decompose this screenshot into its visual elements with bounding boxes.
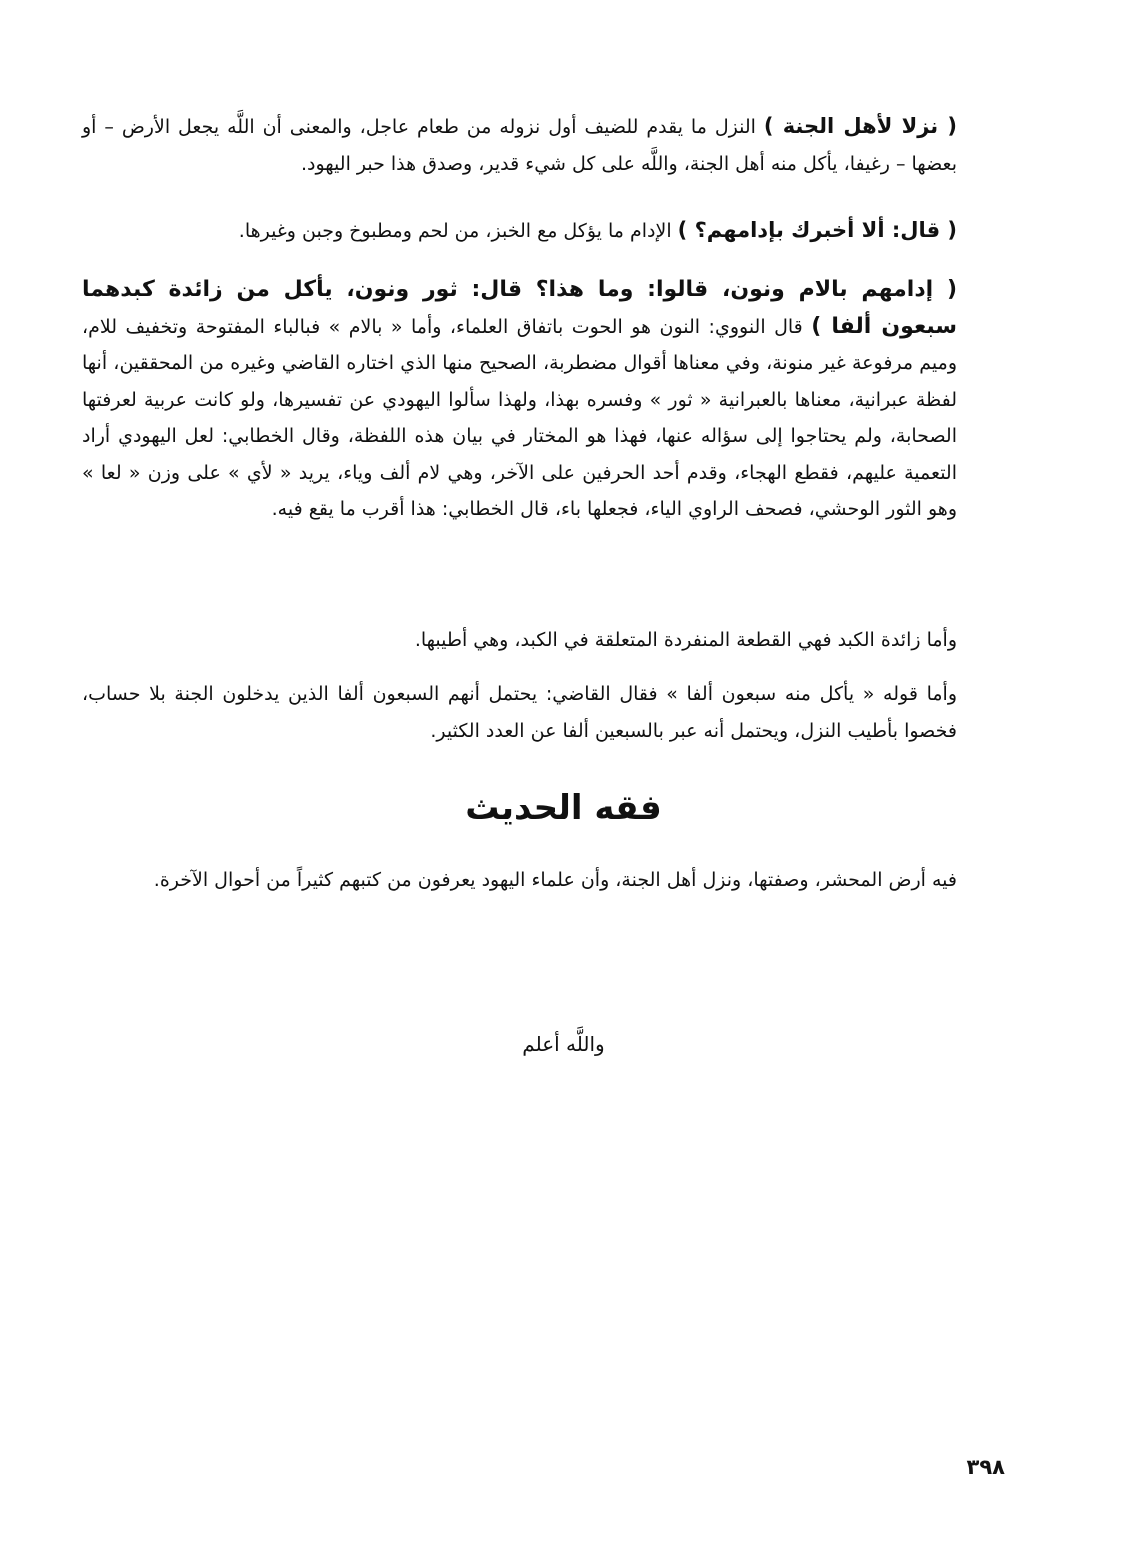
paragraph-nuzul xyxy=(82,108,1001,182)
section-body: فيه أرض المحشر، وصفتها، ونزل أهل الجنة، وأن علماء اليهود يعرفون من كتبهم كثيراً من أحوال الآخرة. xyxy=(153,869,957,891)
paragraph-sabun-alfa xyxy=(82,676,1001,749)
paragraph-zaidat-alkabid xyxy=(82,622,1001,659)
page-number: ٣٩٨ xyxy=(966,1455,1005,1479)
closing-line: واللَّه أعلم xyxy=(522,1032,605,1056)
paragraph-balam xyxy=(82,272,1001,528)
section-heading: فقه الحديث xyxy=(465,788,662,828)
paragraph-lead: ( نزلا لأهل الجنة ) xyxy=(763,114,957,138)
paragraph-body: الإدام ما يؤكل مع الخبز، من لحم ومطبوخ وجبن وغيرها. xyxy=(238,220,672,242)
paragraph-body: النزل ما يقدم للضيف أول نزوله من طعام عاجل، والمعنى أن اللَّه يجعل الأرض – أو بعضها – رغيفا، يأكل منه أهل الجنة، واللَّه على كل شيء قدير، وصدق هذا حبر اليهود. xyxy=(82,116,957,175)
paragraph-body: وأما زائدة الكبد فهي القطعة المنفردة المتعلقة في الكبد، وهي أطيبها. xyxy=(414,629,957,651)
paragraph-body: قال النووي: النون هو الحوت باتفاق العلماء، وأما « بالام » فبالباء المفتوحة وتخفيف للام، وميم مرفوعة غير منونة، وفي معناها أقوال مضطربة، الصحيح منها الذي اختاره القاضي وغيره من المحققين، أنها لفظة عبرانية، معناها بالعبرانية « ثور » وفسره بهذا، ولهذا سألوا اليهودي عن تفسيرها، ولو كانت عربية لعرفتها الصحابة، ولم يحتاجوا إلى سؤاله عنها، فهذا هو المختار في بيان هذه اللفظة، وقال الخطابي: لعل اليهودي أراد التعمية عليهم، فقطع الهجاء، وقدم أحد الحرفين على الآخر، وهي لام ألف وياء، يريد « لأي » على وزن « لعا » وهو الثور الوحشي، فصحف الراوي الياء، فجعلها باء، قال الخطابي: هذا أقرب ما يقع فيه. xyxy=(82,315,957,520)
paragraph-idam xyxy=(82,212,1001,250)
paragraph-lead: ( إدامهم بالام ونون، قالوا: وما هذا؟ قال: ثور ونون، يأكل من زائدة كبدهما سبعون ألفا ) xyxy=(82,277,958,339)
paragraph-lead: ( قال: ألا أخبرك بإدامهم؟ ) xyxy=(677,218,957,242)
paragraph-body: وأما قوله « يأكل منه سبعون ألفا » فقال القاضي: يحتمل أنهم السبعون ألفا الذين يدخلون الجنة بلا حساب، فخصوا بأطيب النزل، ويحتمل أنه عبر بالسبعين ألفا عن العدد الكثير. xyxy=(82,683,957,742)
